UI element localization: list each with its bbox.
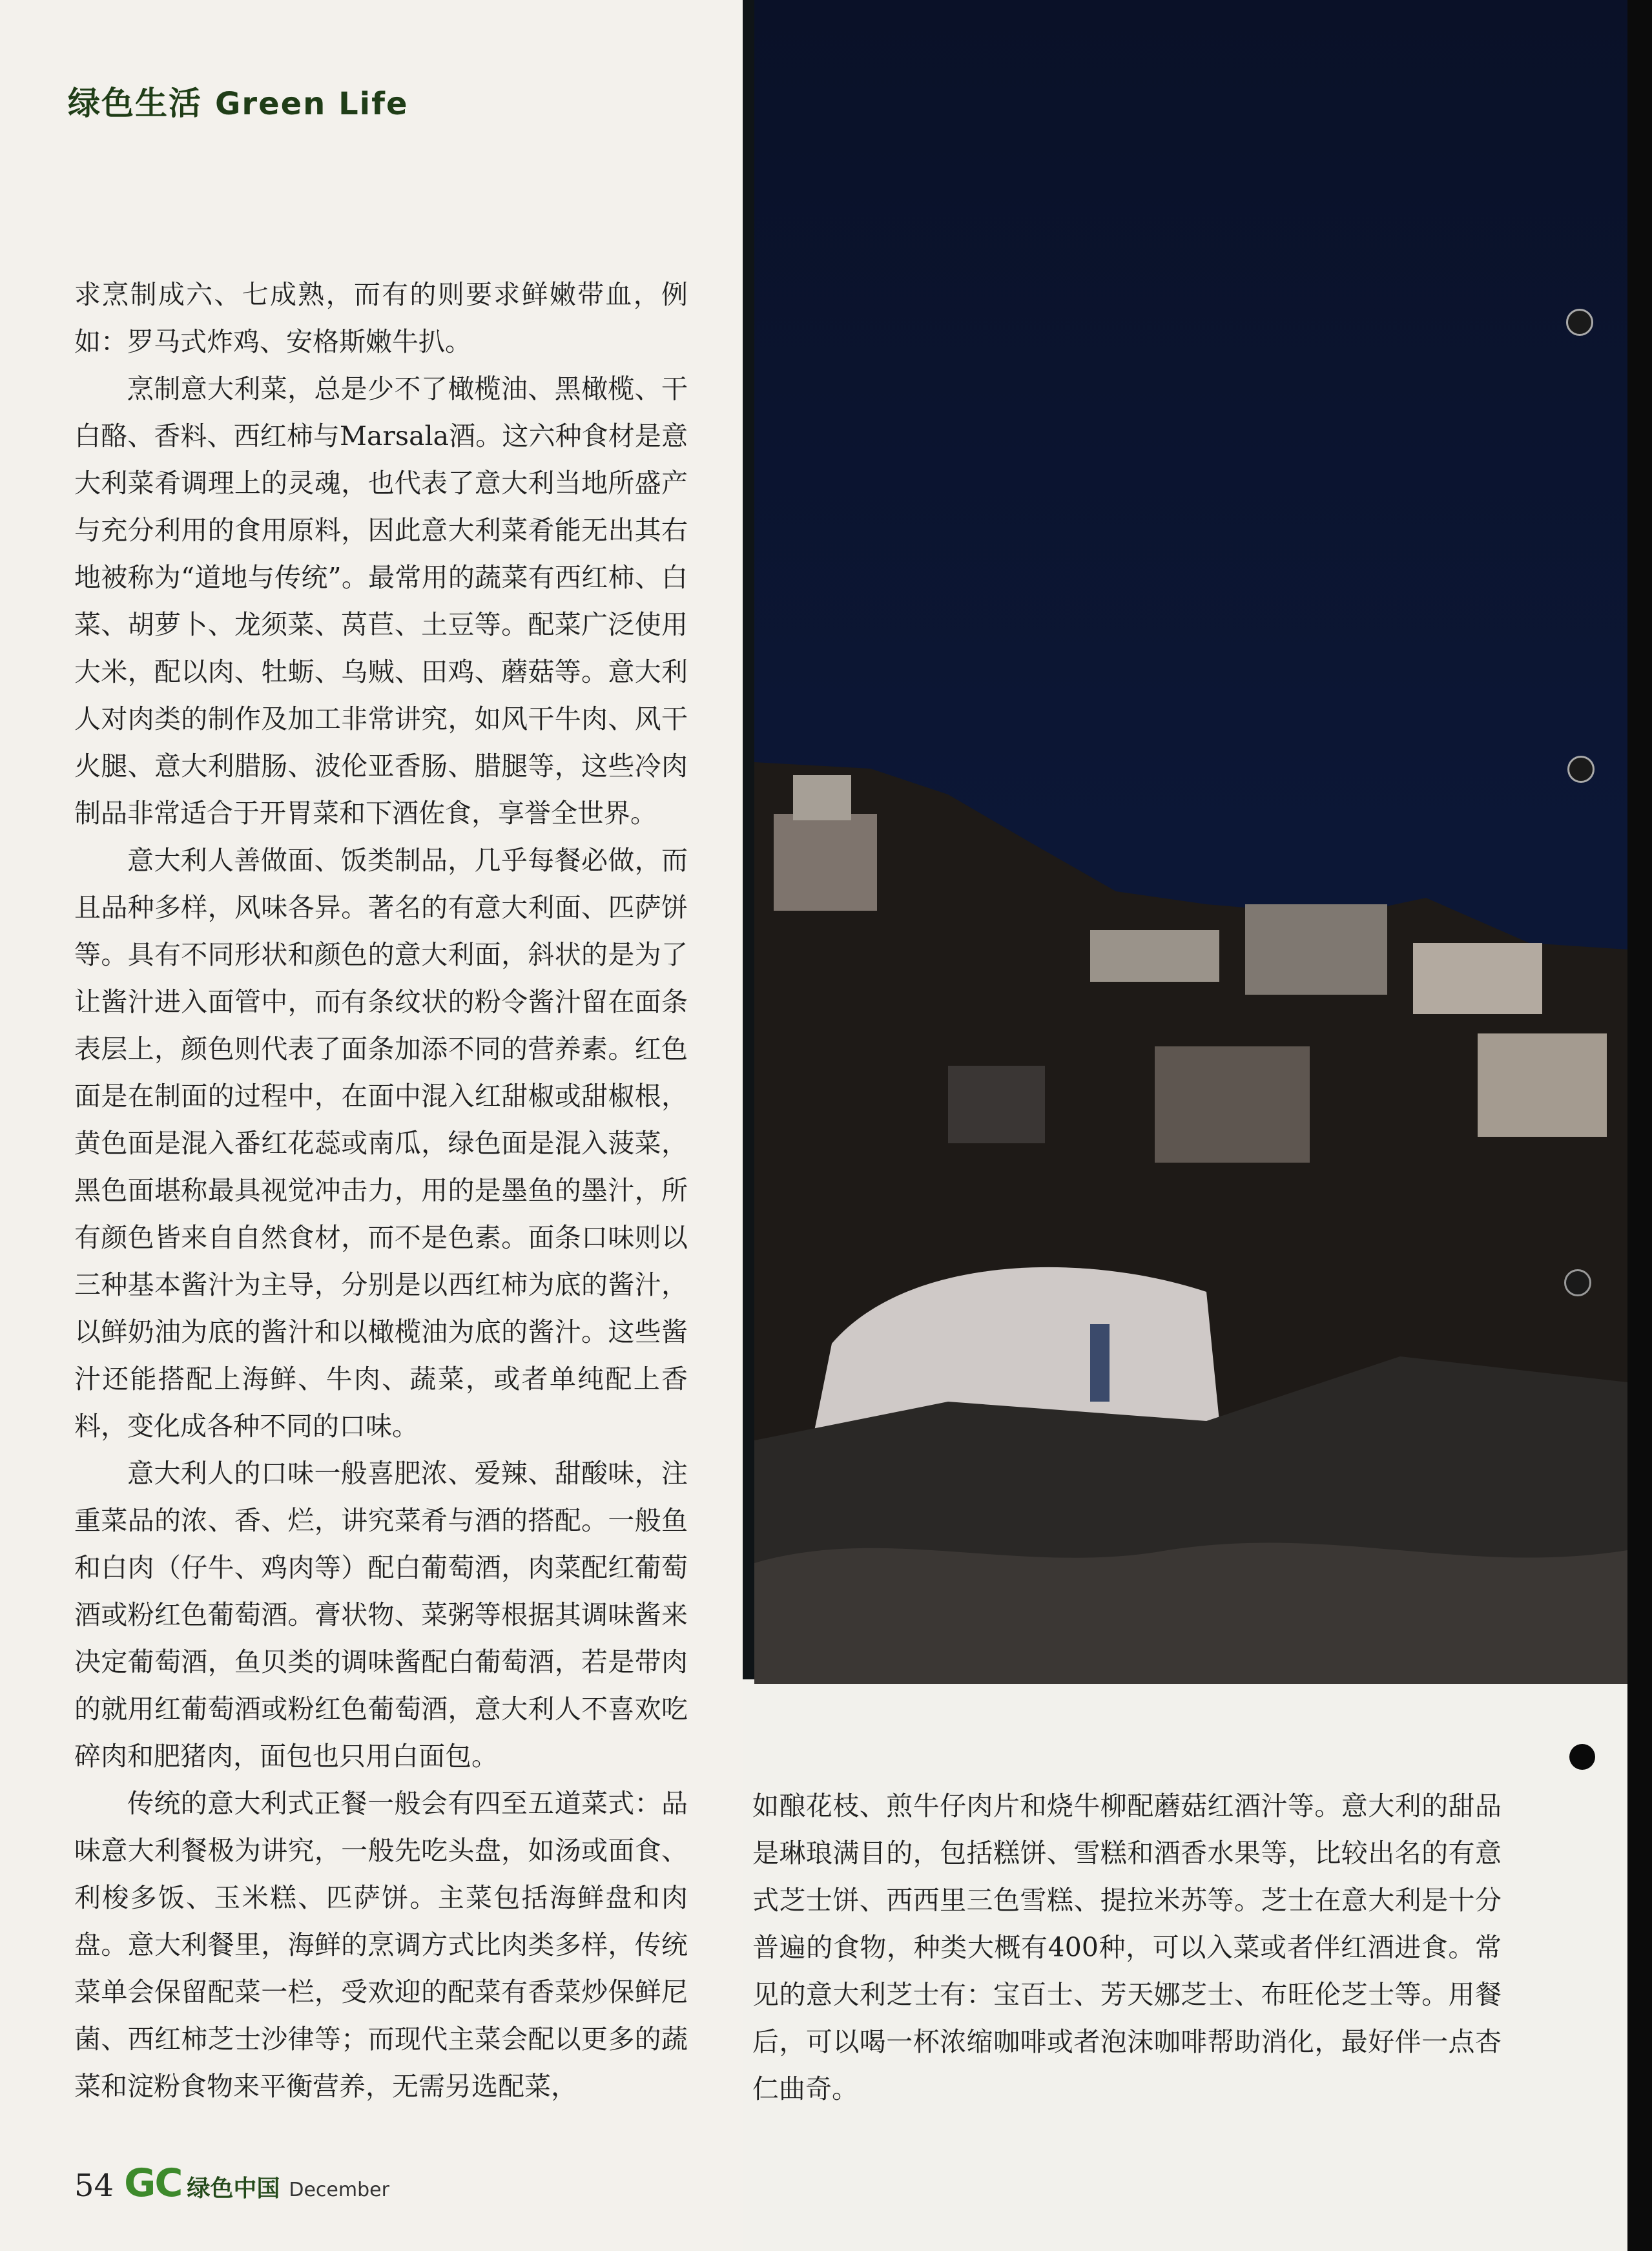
header-cn: 绿色生活 (68, 85, 202, 122)
paragraph: 意大利人善做面、饭类制品，几乎每餐必做，而且品种多样，风味各异。著名的有意大利面、匹萨饼等。具有不同形状和颜色的意大利面，斜状的是为了让酱汁进入面管中，而有条纹状的粉令酱汁留在面条表层上，颜色则代表了面条加添不同的营养素。红色面是在制面的过程中，在面中混入红甜椒或甜椒根，黄色面是混入番红花蕊或南瓜，绿色面是混入菠菜，黑色面堪称最具视觉冲击力，用的是墨鱼的墨汁，所有颜色皆来自自然食材，而不是色素。面条口味则以三种基本酱汁为主导，分别是以西红柿为底的酱汁，以鲜奶油为底的酱汁和以橄榄油为底的酱汁。这些酱汁还能搭配上海鲜、牛肉、蔬菜，或者单纯配上香料，变化成各种不同的口味。 (74, 845, 688, 1442)
right-text-column (752, 1783, 1502, 2113)
punch-hole (1564, 1269, 1591, 1296)
scan-edge (1627, 0, 1652, 2251)
paragraph: 传统的意大利式正餐一般会有四至五道菜式：品味意大利餐极为讲究，一般先吃头盘，如汤或面食、利梭多饭、玉米糕、匹萨饼。主菜包括海鲜盘和肉盘。意大利餐里，海鲜的烹调方式比肉类多样，传统菜单会保留配菜一栏，受欢迎的配菜有香菜炒保鲜尼菌、西红柿芝士沙律等；而现代主菜会配以更多的蔬菜和淀粉食物来平衡营养，无需另选配菜， (74, 1788, 688, 2102)
hillside-village-night-photo (754, 0, 1627, 1684)
issue-month: December (289, 2179, 389, 2201)
photo-illustration (754, 0, 1627, 1684)
magazine-name: 绿色中国 (187, 2175, 280, 2202)
header-en: Green Life (215, 86, 409, 122)
paragraph: 意大利人的口味一般喜肥浓、爱辣、甜酸味，注重菜品的浓、香、烂，讲究菜肴与酒的搭配。一般鱼和白肉（仔牛、鸡肉等）配白葡萄酒，肉菜配红葡萄酒或粉红色葡萄酒。膏状物、菜粥等根据其调味酱来决定葡萄酒，鱼贝类的调味酱配白葡萄酒，若是带肉的就用红葡萄酒或粉红色葡萄酒，意大利人不喜欢吃碎肉和肥猪肉，面包也只用白面包。 (74, 1458, 688, 1772)
paragraph: 求烹制成六、七成熟，而有的则要求鲜嫩带血，例如：罗马式炸鸡、安格斯嫩牛扒。 (74, 279, 688, 357)
paragraph: 烹制意大利菜，总是少不了橄榄油、黑橄榄、干白酪、香料、西红柿与Marsala酒。这六种食材是意大利菜肴调理上的灵魂，也代表了意大利当地所盛产与充分利用的食用原料，因此意大利菜肴能无出其右地被称为“道地与传统”。最常用的蔬菜有西红柿、白菜、胡萝卜、龙须菜、莴苣、土豆等。配菜广泛使用大米，配以肉、牡蛎、乌贼、田鸡、蘑菇等。意大利人对肉类的制作及加工非常讲究，如风干牛肉、风干火腿、意大利腊肠、波伦亚香肠、腊腿等，这些冷肉制品非常适合于开胃菜和下酒佐食，享誉全世界。 (74, 373, 688, 829)
gc-logo: GC (124, 2161, 182, 2206)
punch-hole (1569, 1744, 1595, 1770)
punch-hole (1566, 309, 1593, 336)
page-number: 54 (74, 2168, 114, 2204)
page-footer (74, 2161, 389, 2206)
section-header (68, 78, 409, 124)
left-text-column (74, 271, 688, 2110)
punch-hole (1567, 756, 1595, 783)
paragraph: 如酿花枝、煎牛仔肉片和烧牛柳配蘑菇红酒汁等。意大利的甜品是琳琅满目的，包括糕饼、雪糕和酒香水果等，比较出名的有意式芝士饼、西西里三色雪糕、提拉米苏等。芝士在意大利是十分普遍的食物，种类大概有400种，可以入菜或者伴红酒进食。常见的意大利芝士有：宝百士、芳天娜芝士、布旺伦芝士等。用餐后，可以喝一杯浓缩咖啡或者泡沫咖啡帮助消化，最好伴一点杏仁曲奇。 (752, 1790, 1502, 2104)
